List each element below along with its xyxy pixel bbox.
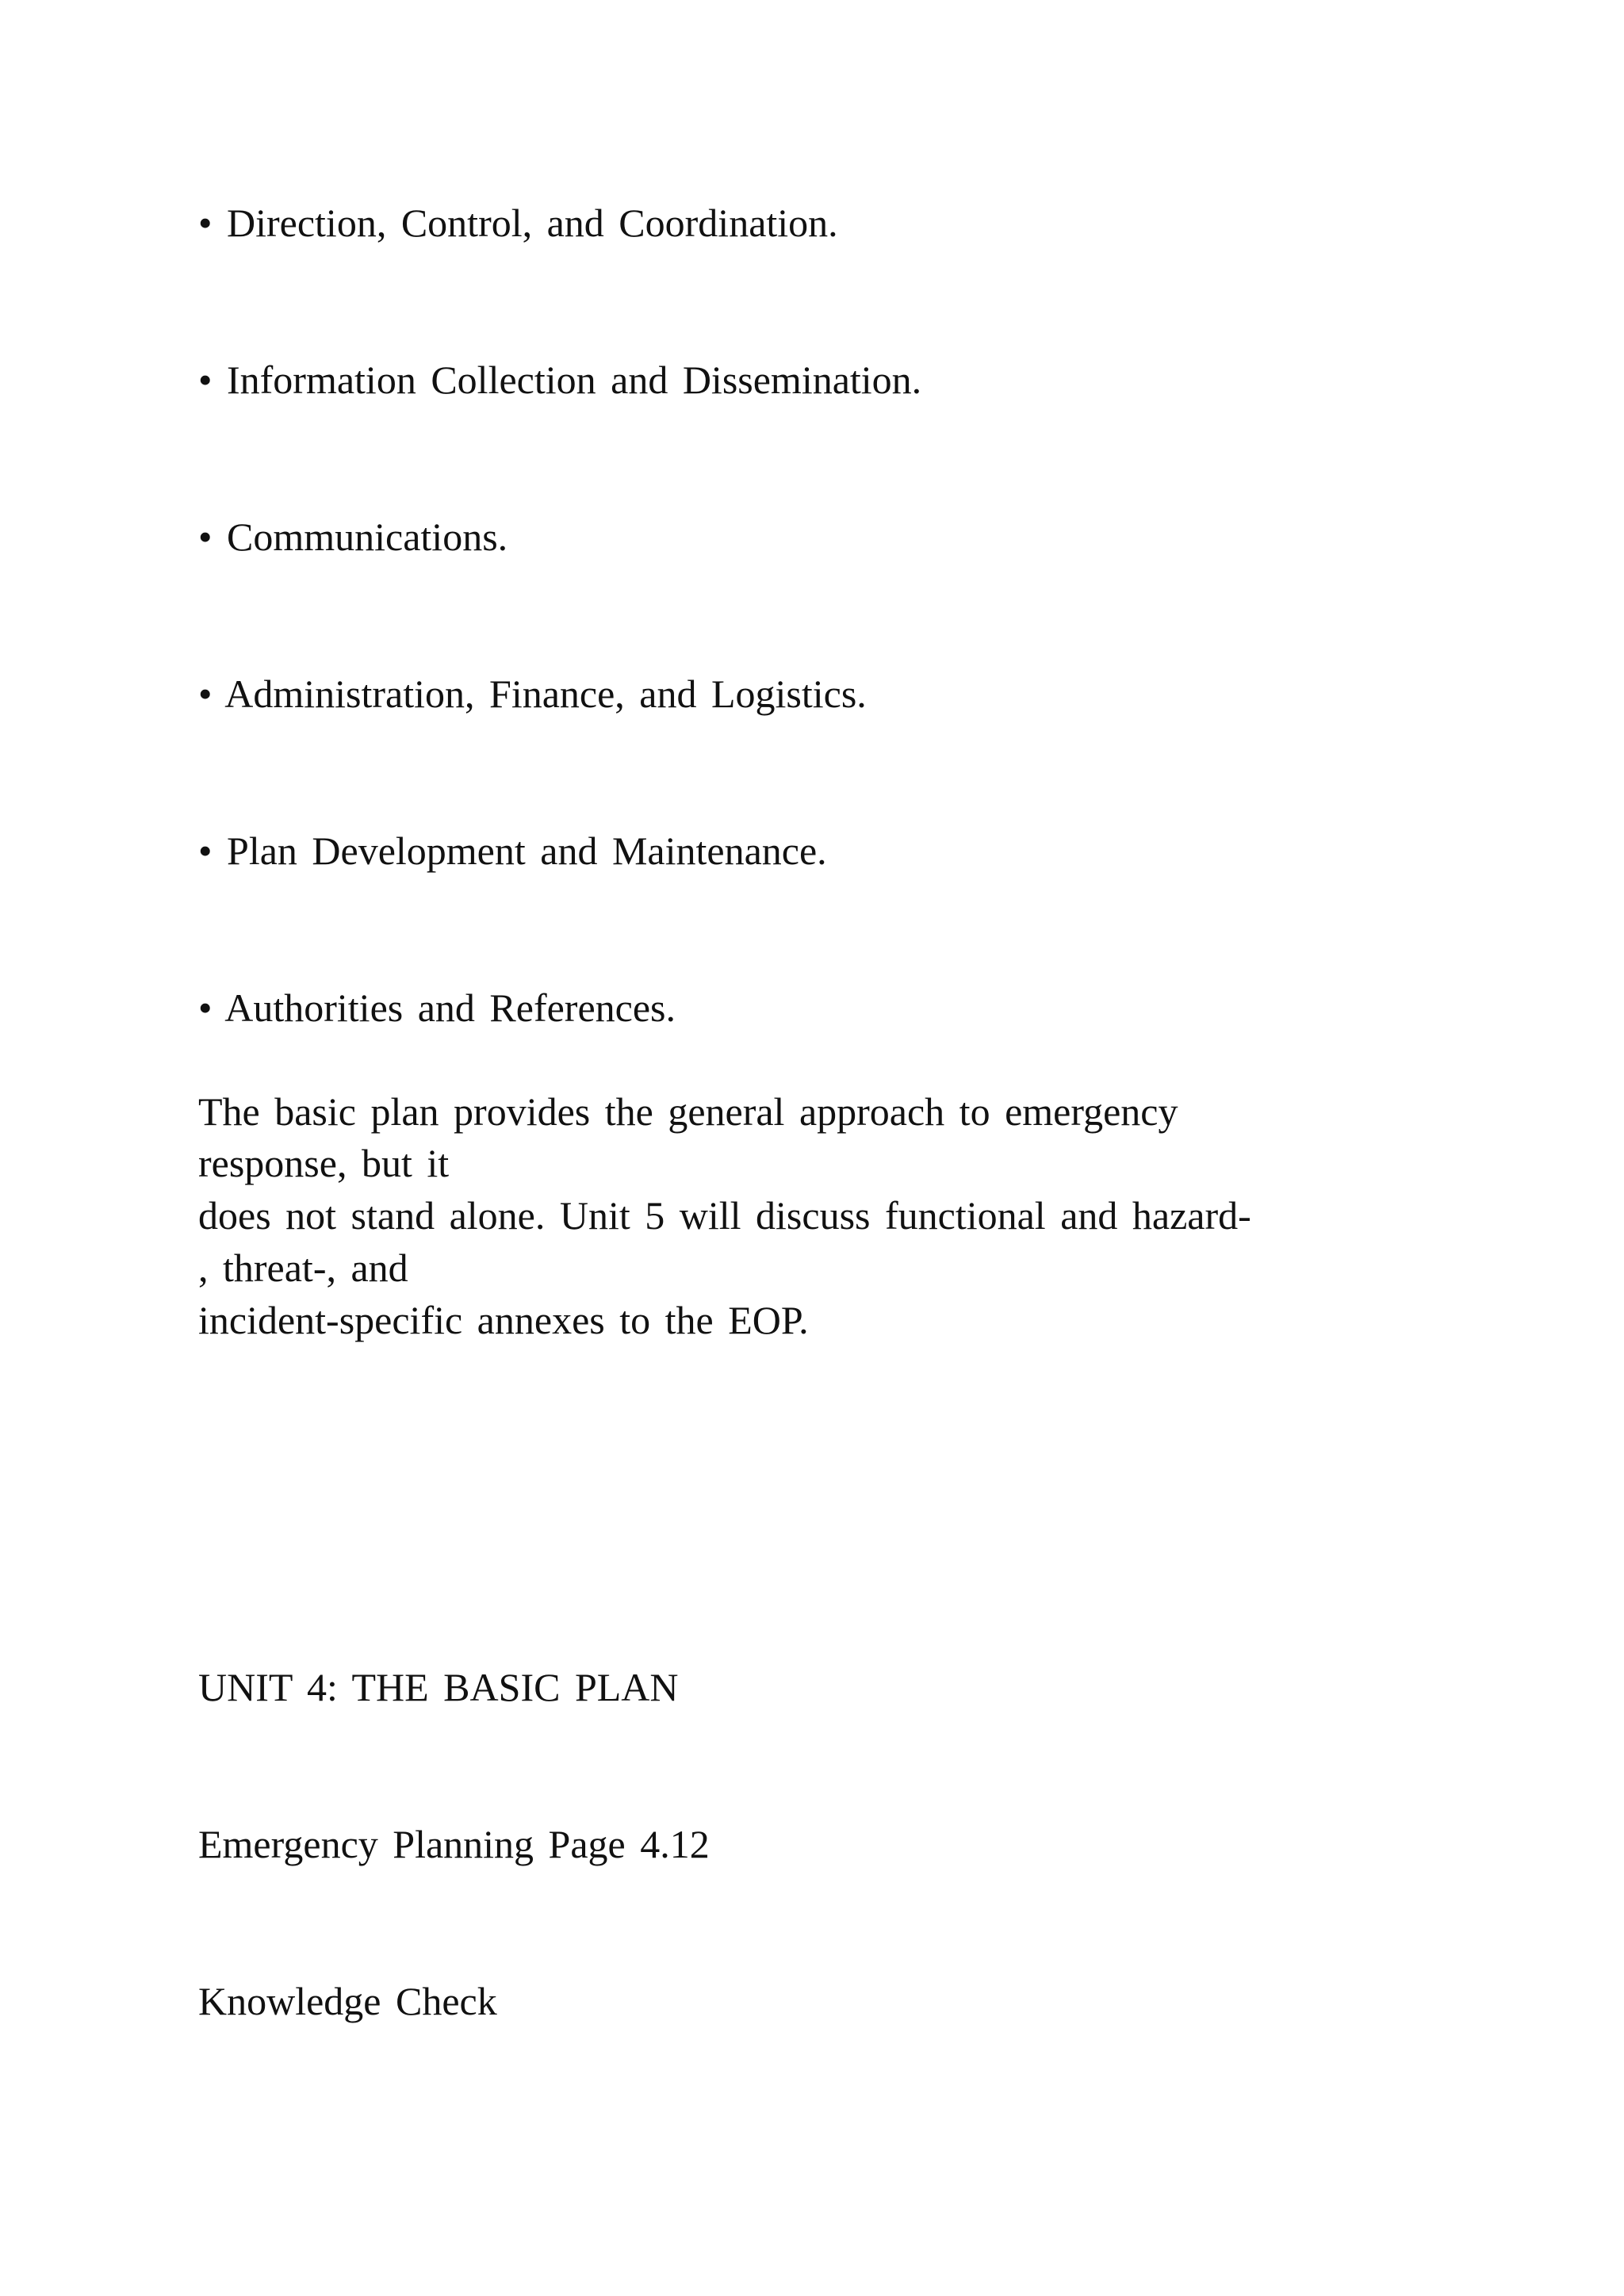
bullet-plan-development: • Plan Development and Maintenance. — [198, 828, 827, 873]
paragraph-line-3: does not stand alone. Unit 5 will discuss functional and hazard- — [198, 1193, 1251, 1238]
bullet-authorities: • Authorities and References. — [198, 985, 676, 1030]
paragraph-line-5: incident-specific annexes to the EOP. — [198, 1298, 809, 1342]
bullet-administration: • Administration, Finance, and Logistics. — [198, 672, 867, 716]
paragraph-line-1: The basic plan provides the general approach to emergency — [198, 1089, 1178, 1134]
bullet-information-collection: • Information Collection and Dissemination. — [198, 358, 922, 402]
bullet-communications: • Communications. — [198, 515, 508, 559]
bullet-direction-control: • Direction, Control, and Coordination. — [198, 201, 838, 245]
page-label: Emergency Planning Page 4.12 — [198, 1822, 710, 1866]
paragraph-line-2: response, but it — [198, 1141, 450, 1185]
section-title: Knowledge Check — [198, 1979, 497, 2023]
paragraph-line-4: , threat-, and — [198, 1246, 408, 1290]
unit-title: UNIT 4: THE BASIC PLAN — [198, 1665, 679, 1709]
